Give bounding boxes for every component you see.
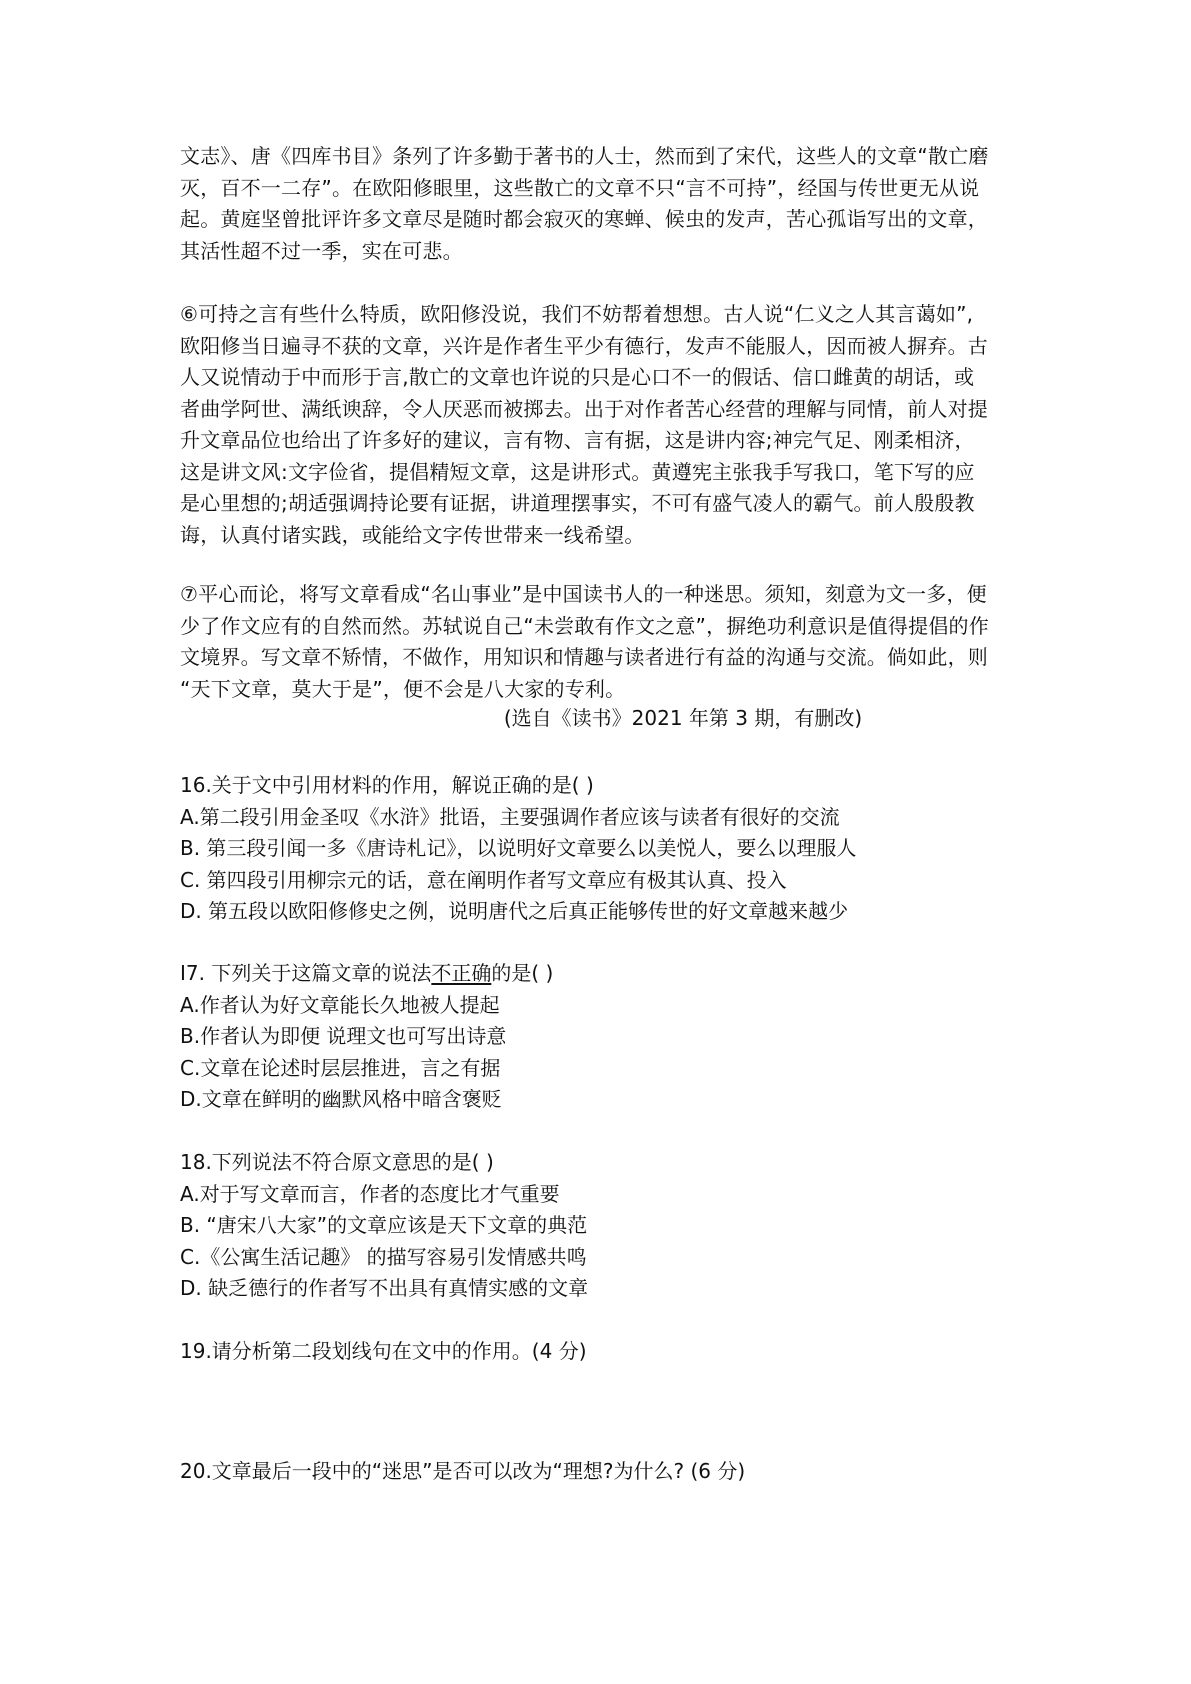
passage-line: 升文章品位也给出了许多好的建议，言有物、言有据，这是讲内容;神完气足、刚柔相济， xyxy=(180,428,975,452)
passage-line: 者曲学阿世、满纸谀辞，令人厌恶而被掷去。出于对作者苦心经营的理解与同情，前人对提 xyxy=(180,396,988,421)
passage-line: 文境界。写文章不矫情，不做作，用知识和情趣与读者进行有益的沟通与交流。倘如此，则 xyxy=(180,645,988,669)
option-a: A.作者认为好文章能长久地被人提起 xyxy=(180,992,500,1017)
passage-line: 其活性超不过一季，实在可悲。 xyxy=(180,238,463,263)
passage-line: 是心里想的;胡适强调持论要有证据，讲道理摆事实，不可有盛气凌人的霸气。前人殷殷教 xyxy=(180,491,975,515)
option-a: A.第二段引用金圣叹《水浒》批语，主要强调作者应该与读者有很好的交流 xyxy=(180,804,840,829)
option-d: D. 缺乏德行的作者写不出具有真情实感的文章 xyxy=(180,1276,589,1300)
stem-text: I7. 下列关于这篇文章的说法 xyxy=(180,961,432,985)
option-d: D.文章在鲜明的幽默风格中暗含褒贬 xyxy=(180,1087,502,1111)
passage-paragraph-7 xyxy=(180,579,1016,705)
question-stem xyxy=(180,958,1016,990)
passage-line: 灭，百不一二存”。在欧阳修眼里，这些散亡的文章不只“言不可持”，经国与传世更无从说 xyxy=(180,175,980,200)
question-19 xyxy=(180,1336,1016,1368)
passage-line: 欧阳修当日遍寻不获的文章，兴许是作者生平少有德行，发声不能服人，因而被人摒弃。古 xyxy=(180,333,988,358)
question-stem: 19.请分析第二段划线句在文中的作用。(4 分) xyxy=(180,1339,587,1363)
underlined-emphasis: 不正确 xyxy=(431,961,492,985)
option-b: B. 第三段引闻一多《唐诗札记》，以说明好文章要么以美悦人，要么以理服人 xyxy=(180,836,857,860)
passage-line: ⑦平心而论，将写文章看成“名山事业”是中国读书人的一种迷思。须知，刻意为文一多，便 xyxy=(180,582,987,606)
option-d: D. 第五段以欧阳修修史之例，说明唐代之后真正能够传世的好文章越来越少 xyxy=(180,899,849,923)
passage-line: 诲，认真付诸实践，或能给文字传世带来一线希望。 xyxy=(180,522,645,547)
source-citation: (选自《读书》2021 年第 3 期，有删改) xyxy=(503,706,863,730)
option-a: A.对于写文章而言，作者的态度比才气重要 xyxy=(180,1181,560,1206)
option-c: C.《公寓生活记趣》 的描写容易引发情感共鸣 xyxy=(180,1244,587,1269)
option-c: C. 第四段引用柳宗元的话，意在阐明作者写文章应有极其认真、投入 xyxy=(180,867,787,892)
option-b: B. “唐宋八大家”的文章应该是天下文章的典范 xyxy=(180,1213,588,1237)
question-stem: 20.文章最后一段中的“迷思”是否可以改为“理想?为什么? (6 分) xyxy=(180,1459,746,1483)
passage-line: 人又说情动于中而形于言,散亡的文章也许说的只是心口不一的假话、信口雌黄的胡话，或 xyxy=(180,365,975,389)
passage-line: ⑥可持之言有些什么特质，欧阳修没说，我们不妨帮着想想。古人说“仁义之人其言蔼如”, xyxy=(180,302,974,326)
passage-line: “天下文章，莫大于是”，便不会是八大家的专利。 xyxy=(180,676,626,701)
passage-paragraph-5 xyxy=(180,141,1016,267)
option-c: C.文章在论述时层层推进，言之有据 xyxy=(180,1055,501,1080)
passage-line: 文志》、唐《四库书目》条列了许多勤于著书的人士，然而到了宋代，这些人的文章“散亡磨 xyxy=(180,144,989,168)
stem-text: 的是( ) xyxy=(491,961,554,985)
question-17 xyxy=(180,958,1016,1116)
passage-line: 起。黄庭坚曾批评许多文章尽是随时都会寂灭的寒蝉、候虫的发声，苦心孤诣写出的文章， xyxy=(180,207,988,231)
question-stem: 16.关于文中引用材料的作用，解说正确的是( ) xyxy=(180,773,594,797)
question-18 xyxy=(180,1147,1016,1305)
question-stem: 18.下列说法不符合原文意思的是( ) xyxy=(180,1150,494,1174)
passage-line: 少了作文应有的自然而然。苏轼说自己“未尝敢有作文之意”，摒绝功利意识是值得提倡的作 xyxy=(180,613,989,638)
question-20 xyxy=(180,1456,1016,1488)
option-b: B.作者认为即便 说理文也可写出诗意 xyxy=(180,1024,507,1048)
passage-paragraph-6 xyxy=(180,299,1016,551)
question-16 xyxy=(180,770,1016,928)
passage-line: 这是讲文风:文字俭省，提倡精短文章，这是讲形式。黄遵宪主张我手写我口，笔下写的应 xyxy=(180,459,975,484)
